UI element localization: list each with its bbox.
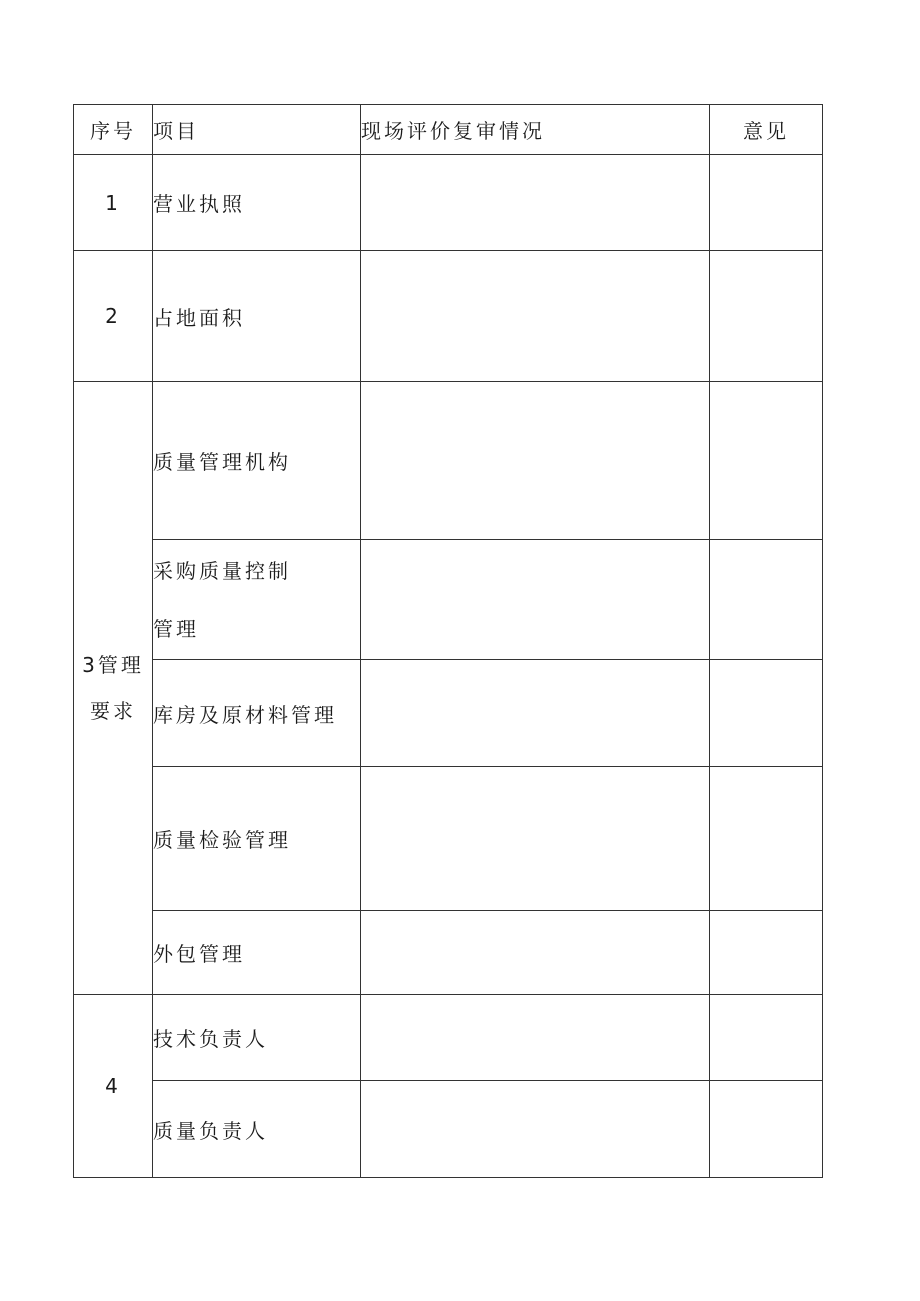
header-seq: 序号: [74, 105, 153, 155]
table-row: [74, 660, 823, 767]
row3d-opinion-cell[interactable]: [710, 767, 823, 911]
header-opinion: 意见: [710, 105, 823, 155]
row3e-item: 外包管理: [153, 911, 361, 995]
table-row: [74, 911, 823, 995]
table-row: [74, 251, 823, 382]
row4b-situation-cell[interactable]: [361, 1081, 710, 1178]
row4a-item: 技术负责人: [153, 995, 361, 1081]
row3a-opinion-cell[interactable]: [710, 382, 823, 540]
table-row: [74, 382, 823, 540]
row3c-item: 库房及原材料管理: [153, 660, 361, 767]
header-item: 项目: [153, 105, 361, 155]
row3b-item: [153, 540, 361, 660]
row1-item: 营业执照: [153, 155, 361, 251]
table-row: [74, 1081, 823, 1178]
row3c-situation-cell[interactable]: [361, 660, 710, 767]
table-row: [74, 155, 823, 251]
row3d-item: 质量检验管理: [153, 767, 361, 911]
row4b-item: 质量负责人: [153, 1081, 361, 1178]
header-situation: 现场评价复审情况: [361, 105, 710, 155]
row2-situation-cell[interactable]: [361, 251, 710, 382]
row3b-opinion-cell[interactable]: [710, 540, 823, 660]
row3-seq-line2: 要求: [90, 699, 136, 723]
row2-seq: 2: [74, 251, 153, 382]
row3-seq: [74, 382, 153, 995]
row2-opinion-cell[interactable]: [710, 251, 823, 382]
row3c-opinion-cell[interactable]: [710, 660, 823, 767]
row3b-item-line2: 管理: [153, 616, 199, 641]
row3e-situation-cell[interactable]: [361, 911, 710, 995]
row4a-opinion-cell[interactable]: [710, 995, 823, 1081]
row1-situation-cell[interactable]: [361, 155, 710, 251]
row1-seq: 1: [74, 155, 153, 251]
row3b-situation-cell[interactable]: [361, 540, 710, 660]
review-table: [73, 104, 823, 1178]
row3b-item-line1: 采购质量控制: [153, 558, 291, 583]
row4b-opinion-cell[interactable]: [710, 1081, 823, 1178]
table-row: [74, 540, 823, 660]
header-row: [74, 105, 823, 155]
table-row: [74, 995, 823, 1081]
row3a-situation-cell[interactable]: [361, 382, 710, 540]
row4-seq: 4: [74, 995, 153, 1178]
row3-seq-line1: 3管理: [82, 653, 144, 677]
row3e-opinion-cell[interactable]: [710, 911, 823, 995]
row3a-item: 质量管理机构: [153, 382, 361, 540]
row2-item: 占地面积: [153, 251, 361, 382]
table-row: [74, 767, 823, 911]
row1-opinion-cell[interactable]: [710, 155, 823, 251]
row4a-situation-cell[interactable]: [361, 995, 710, 1081]
row3d-situation-cell[interactable]: [361, 767, 710, 911]
